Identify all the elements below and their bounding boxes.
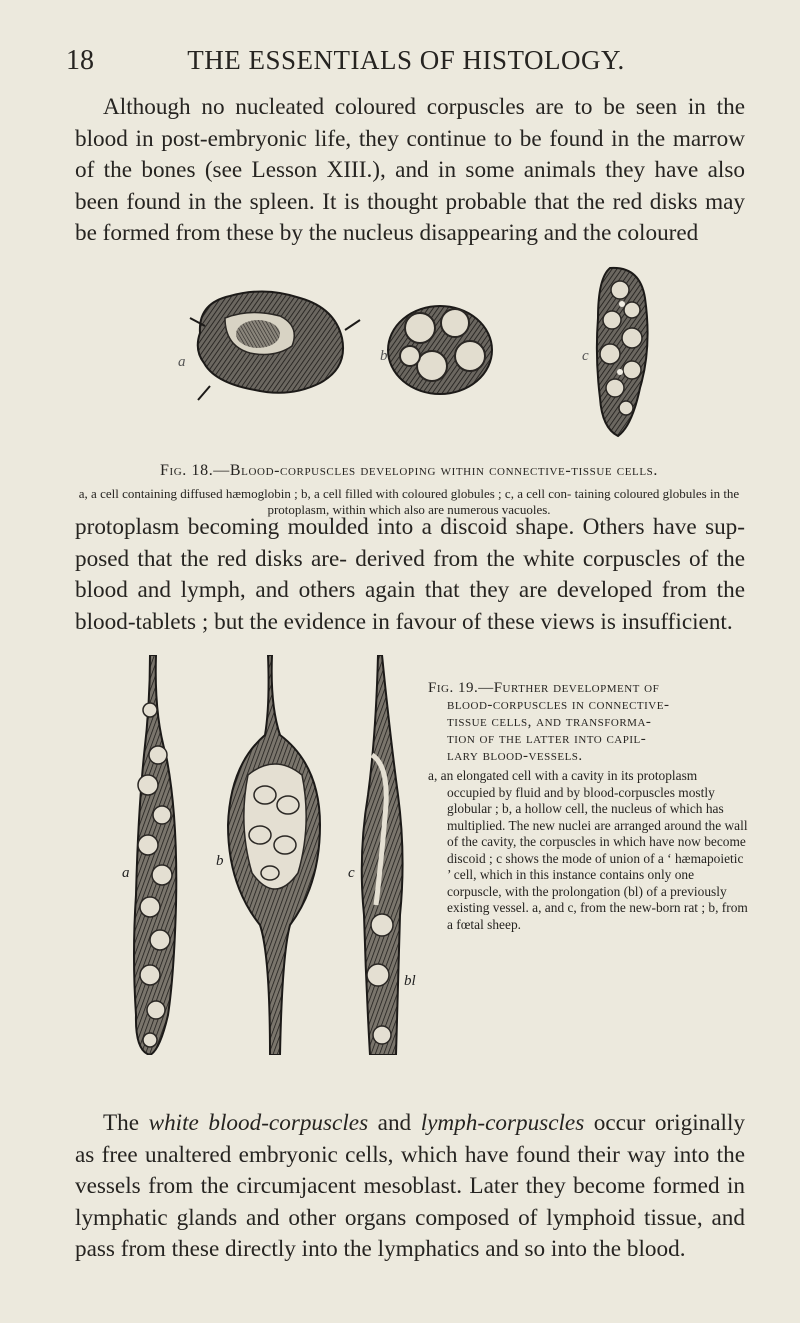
term-white-blood-corpuscles: white blood-corpuscles <box>148 1110 369 1136</box>
cell-a-diffused-haemoglobin <box>190 291 360 400</box>
cell-c-haemapoietic <box>362 655 403 1055</box>
figure-18-description: a, a cell containing diffused hæmoglobin ; b, a cell filled with coloured globules ; c, a cell con- taining coloured globules in the protoplasm, within which also are numerous vacuoles. <box>78 486 740 517</box>
figure-18-caption: Fig. 18.—Blood-corpuscles developing within connective-tissue cells. <box>159 462 658 479</box>
fig18-label-b: b <box>380 348 388 364</box>
page-number: 18 <box>66 45 94 76</box>
term-lymph-corpuscles: lymph-corpuscles <box>420 1110 585 1136</box>
figure-19-caption <box>428 680 748 765</box>
fig19-caption-line-3: tissue cells, and transforma- <box>447 714 652 730</box>
paragraph-3-and: and <box>377 1110 412 1136</box>
fig19-caption-line-2: blood-corpuscles in connective- <box>447 697 670 713</box>
figure-18-illustration <box>170 258 670 438</box>
cell-a-elongated <box>134 655 176 1055</box>
fig18-label-a: a <box>178 354 186 370</box>
cell-b-coloured-globules <box>388 306 492 394</box>
fig19-description-text: a, an elongated cell with a cavity in its protoplasm occupied by fluid and by blood-corpuscles mostly globular ; b, a hollow cell, the nucleus of which has multiplied. The new nuclei are arranged around the wall of the cavity, the corpuscles in which have now become discoid ; c shows the mode of union of a ‘ hæmapoietic ’ cell, which in this instance contains only one corpuscle, with the prolongation (bl) of a previously existing vessel. a, and c, from the new-born rat ; b, from a fœtal sheep. <box>428 768 748 932</box>
figure-19-description <box>428 768 748 933</box>
fig19-caption-line-1: Fig. 19.—Further development of <box>428 680 660 696</box>
fig19-caption-line-4: tion of the latter into capil- <box>447 731 647 747</box>
running-title: THE ESSENTIALS OF HISTOLOGY. <box>187 45 625 75</box>
fig19-label-b: b <box>216 853 224 869</box>
figure-19-illustration <box>120 655 420 1055</box>
fig19-label-c: c <box>348 865 355 881</box>
cell-c-vacuoles <box>597 268 648 436</box>
fig19-caption-line-5: lary blood-vessels. <box>447 748 583 764</box>
paragraph-3 <box>75 1108 745 1266</box>
fig19-label-bl: bl <box>404 973 416 989</box>
paragraph-1 <box>75 92 745 250</box>
fig18-label-c: c <box>582 348 589 364</box>
page-header <box>66 45 746 81</box>
fig19-label-a: a <box>122 865 130 881</box>
paragraph-2: protoplasm becoming moulded into a discoid shape. Others have sup- posed that the red disks are- derived from the white corpuscles of the blood and lymph, and others again that they are developed from the blood-tablets ; but the evidence in favour of these views is insufficient. <box>75 514 745 635</box>
cell-b-hollow <box>228 655 320 1055</box>
paragraph-3-rest: occur originally as free unaltered embryonic cells, which have found their way into the vessels from the circumjacent mesoblast. Later they become formed in lymphatic glands and other organs composed of lymphoid tissue, and pass from these directly into the lymphatics and so into the blood. <box>75 1110 745 1262</box>
paragraph-1-text: Although no nucleated coloured corpuscles are to be seen in the blood in post-embryonic life, they continue to be found in the marrow of the bones (see Lesson XIII.), and in some animals they have also been found in the spleen. It is thought probable that the red disks may be formed from these by the nucleus disappearing and the coloured <box>75 94 745 246</box>
paragraph-3-start: The <box>103 1110 140 1136</box>
